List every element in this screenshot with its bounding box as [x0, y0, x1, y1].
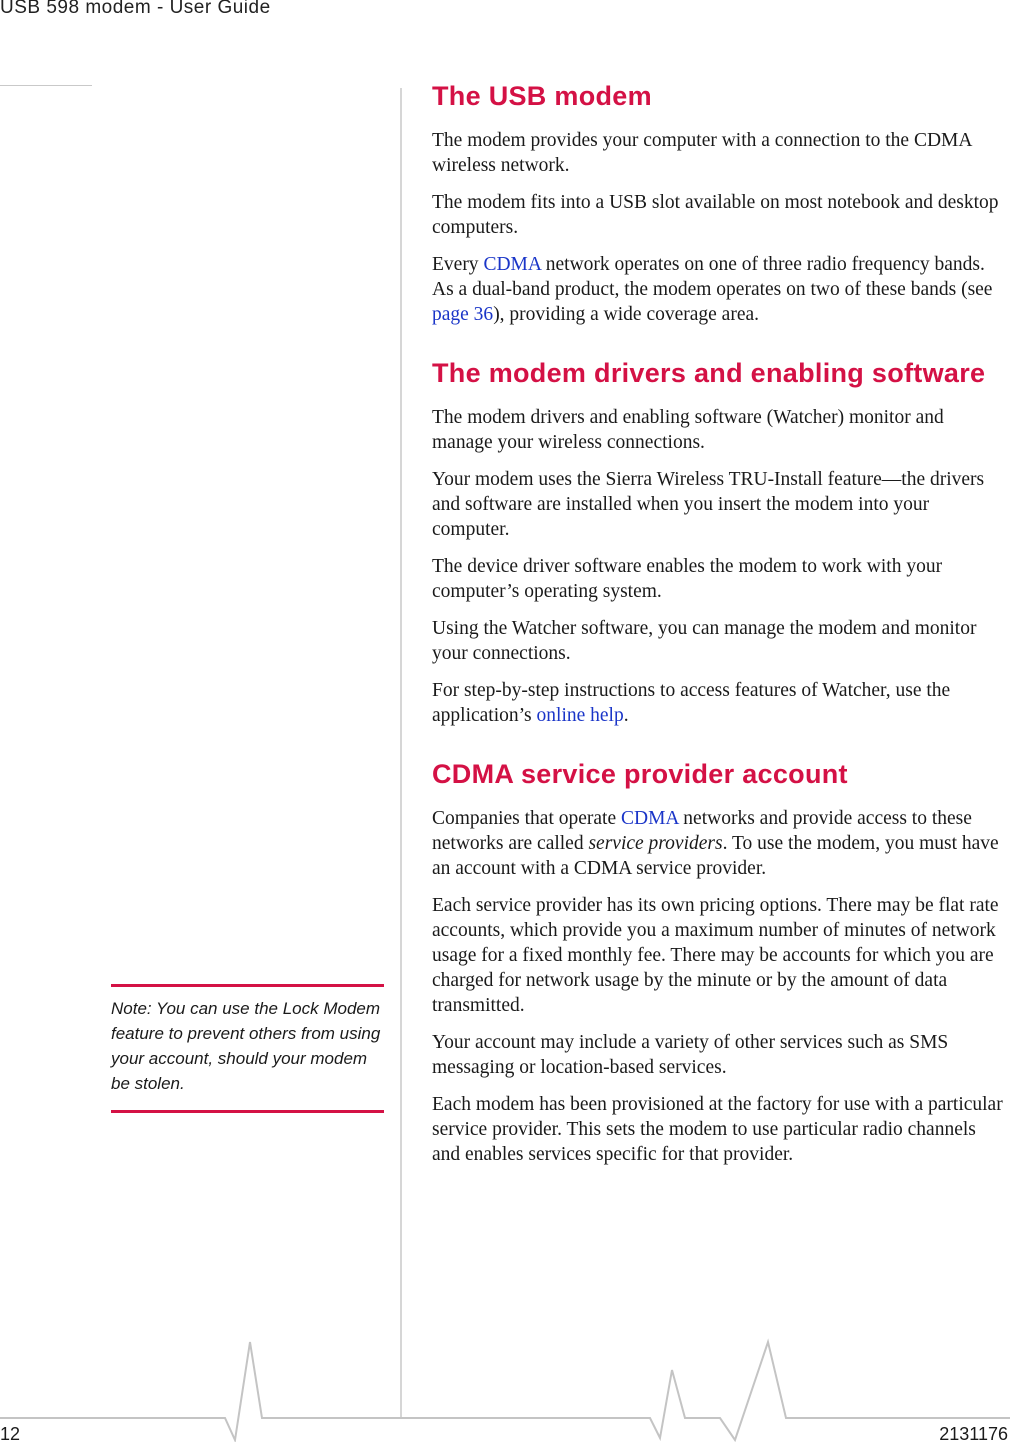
section-usb-modem: [432, 78, 1008, 327]
section-heading: The USB modem: [432, 81, 652, 111]
text-run: network operates on one of three radio frequency bands. As a dual-band product, the modem operates on two of these bands (see: [432, 254, 993, 300]
paragraph: The device driver software enables the modem to work with your computer’s operating system.: [432, 556, 943, 602]
paragraph: Your account may include a variety of other services such as SMS messaging or location-based services.: [432, 1032, 949, 1078]
text-run: . To use the modem, you must have an account with a CDMA service provider.: [432, 833, 999, 879]
paragraph: The modem fits into a USB slot available on most notebook and desktop computers.: [432, 192, 999, 238]
text-run: ), providing a wide coverage area.: [493, 304, 760, 325]
column-divider: [400, 88, 402, 1418]
text-run: Every: [432, 254, 484, 275]
text-run: For step-by-step instructions to access features of Watcher, use the application’s: [432, 680, 951, 726]
page-36-link[interactable]: page 36: [432, 304, 494, 325]
top-rule: [0, 85, 92, 86]
running-header: USB 598 modem - User Guide: [0, 0, 271, 18]
section-heading: CDMA service provider account: [432, 759, 848, 789]
paragraph: The modem provides your computer with a connection to the CDMA wireless network.: [432, 130, 972, 176]
section-heading: The modem drivers and enabling software: [432, 358, 986, 388]
footer-waveform: [0, 1330, 1010, 1442]
page-number: 12: [0, 1424, 21, 1444]
text-run: Companies that operate: [432, 808, 621, 829]
paragraph: [432, 252, 1008, 327]
paragraph: The modem drivers and enabling software (Watcher) monitor and manage your wireless connections.: [432, 407, 944, 453]
paragraph: Using the Watcher software, you can manage the modem and monitor your connections.: [432, 618, 977, 664]
cdma-link[interactable]: CDMA: [620, 808, 679, 829]
paragraph: Each service provider has its own pricing options. There may be flat rate accounts, which provide you a maximum number of minutes of network usage for a fixed monthly fee. There may be accounts for which you are charged for network usage by the minute or by the amount of data transmitted.: [432, 895, 999, 1016]
text-run: .: [623, 705, 629, 726]
paragraph: [432, 806, 1008, 881]
paragraph: Your modem uses the Sierra Wireless TRU-Install feature—the drivers and software are installed when you insert the modem into your computer.: [432, 469, 985, 540]
emphasis-text: service providers: [588, 833, 723, 854]
online-help-link[interactable]: online help: [536, 705, 624, 726]
section-drivers-software: [432, 355, 1008, 728]
cdma-link[interactable]: CDMA: [483, 254, 541, 275]
margin-note: Note: You can use the Lock Modem feature to prevent others from using your account, should your modem be stolen.: [111, 984, 384, 1113]
document-number: 2131176: [939, 1424, 1008, 1444]
text-run: networks and provide access to these networks are called: [432, 808, 972, 854]
paragraph: [432, 678, 1008, 728]
section-service-provider: [432, 756, 1008, 1167]
main-column: [432, 78, 1008, 1179]
paragraph: Each modem has been provisioned at the factory for use with a particular service provider. This sets the modem to use particular radio channels and enables services specific for that provider.: [432, 1094, 1003, 1165]
